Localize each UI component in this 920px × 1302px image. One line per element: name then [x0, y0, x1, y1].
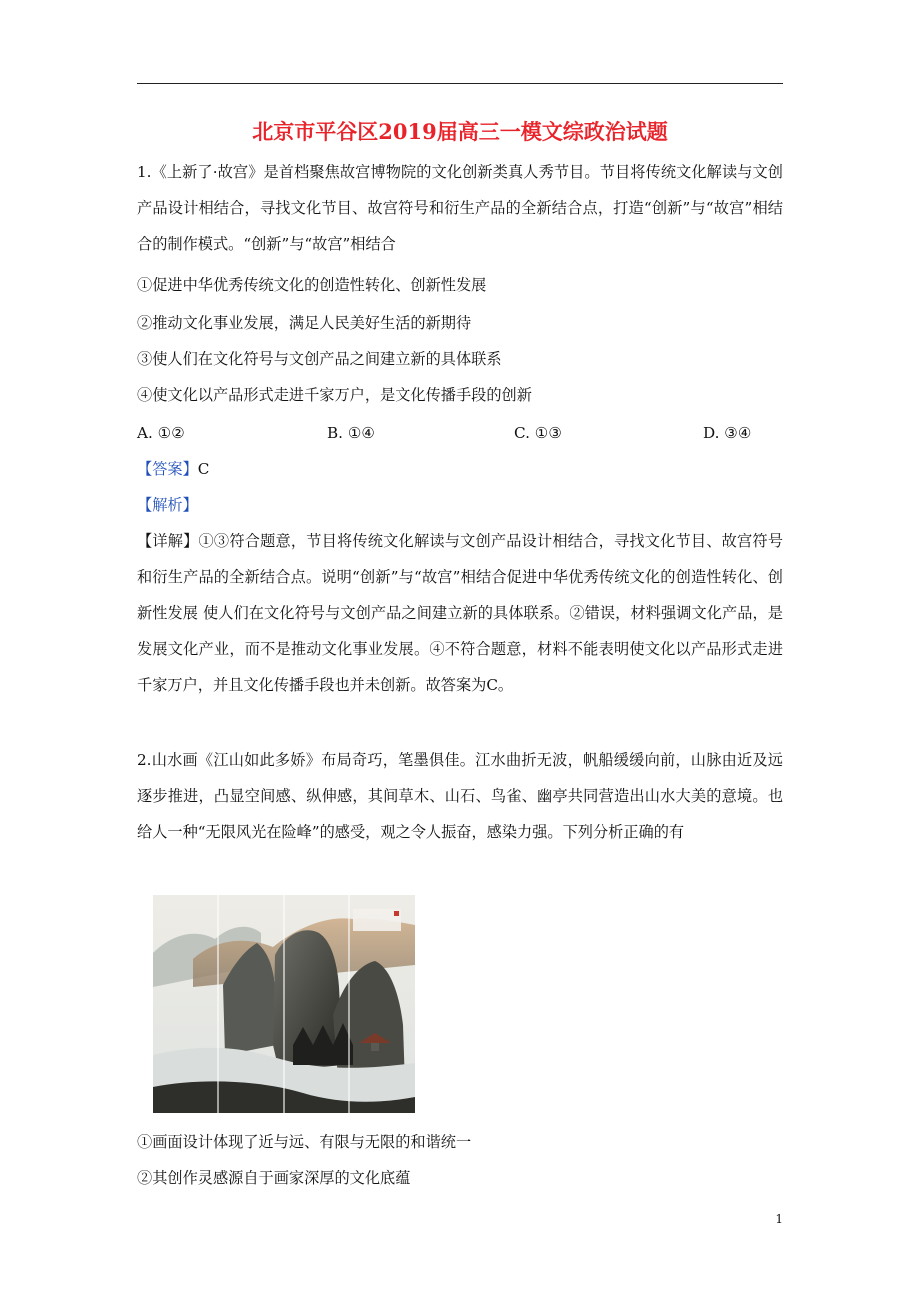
q1-option-4: ④使文化以产品形式走进千家万户，是文化传播手段的创新	[137, 386, 532, 404]
header-rule	[137, 83, 783, 84]
q1-option-1: ①促进中华优秀传统文化的创造性转化、创新性发展	[137, 276, 487, 294]
choice-d: D. ③④	[703, 424, 752, 442]
q1-option-3: ③使人们在文化符号与文创产品之间建立新的具体联系	[137, 350, 502, 368]
choice-c: C. ①③	[514, 424, 562, 442]
analysis-label: 【解析】	[137, 496, 198, 514]
q1-detail	[137, 523, 783, 703]
answer-label: 【答案】	[137, 460, 198, 478]
landscape-painting	[153, 895, 415, 1113]
choice-b: B. ①④	[327, 424, 376, 442]
page-number: 1	[775, 1212, 783, 1226]
q1-choices	[137, 415, 797, 451]
q1-analysis	[137, 487, 198, 523]
detail-label: 【详解】	[137, 532, 199, 550]
q1-answer	[137, 451, 209, 487]
answer-value: C	[197, 460, 210, 478]
q2-option-1: ①画面设计体现了近与远、有限与无限的和谐统一	[137, 1133, 472, 1151]
q1-option-2: ②推动文化事业发展，满足人民美好生活的新期待	[137, 314, 472, 332]
q2-option-2: ②其创作灵感源自于画家深厚的文化底蕴	[137, 1169, 411, 1187]
detail-text: ①③符合题意，节目将传统文化解读与文创产品设计相结合，寻找文化节目、故宫符号和衍生产品的全新结合点。说明“创新”与“故宫”相结合促进中华优秀传统文化的创造性转化、创新性发展 使人们在文化符号与文创产品之间建立新的具体联系。②错误，材料强调文化产品，是发展文化产业，而不是推动文化事业发展。④不符合题意，材料不能表明使文化以产品形式走进千家万户，并且文化传播手段也并未创新。故答案为C。	[137, 532, 784, 694]
question-1-stem: 1.《上新了·故宫》是首档聚焦故宫博物院的文化创新类真人秀节目。节目将传统文化解读与文创产品设计相结合，寻找文化节目、故宫符号和衍生产品的全新结合点，打造“创新”与“故宫”相结合的制作模式。“创新”与“故宫”相结合	[137, 163, 783, 253]
page-title: 北京市平谷区2019届高三一模文综政治试题	[252, 119, 668, 144]
question-2-stem: 2.山水画《江山如此多娇》布局奇巧，笔墨俱佳。江水曲折无波，帆船缓缓向前，山脉由近及远逐步推进，凸显空间感、纵伸感，其间草木、山石、鸟雀、幽亭共同营造出山水大美的意境。也给人一种“无限风光在险峰”的感受，观之令人振奋，感染力强。下列分析正确的有	[137, 751, 783, 841]
choice-a: A. ①②	[137, 424, 185, 442]
